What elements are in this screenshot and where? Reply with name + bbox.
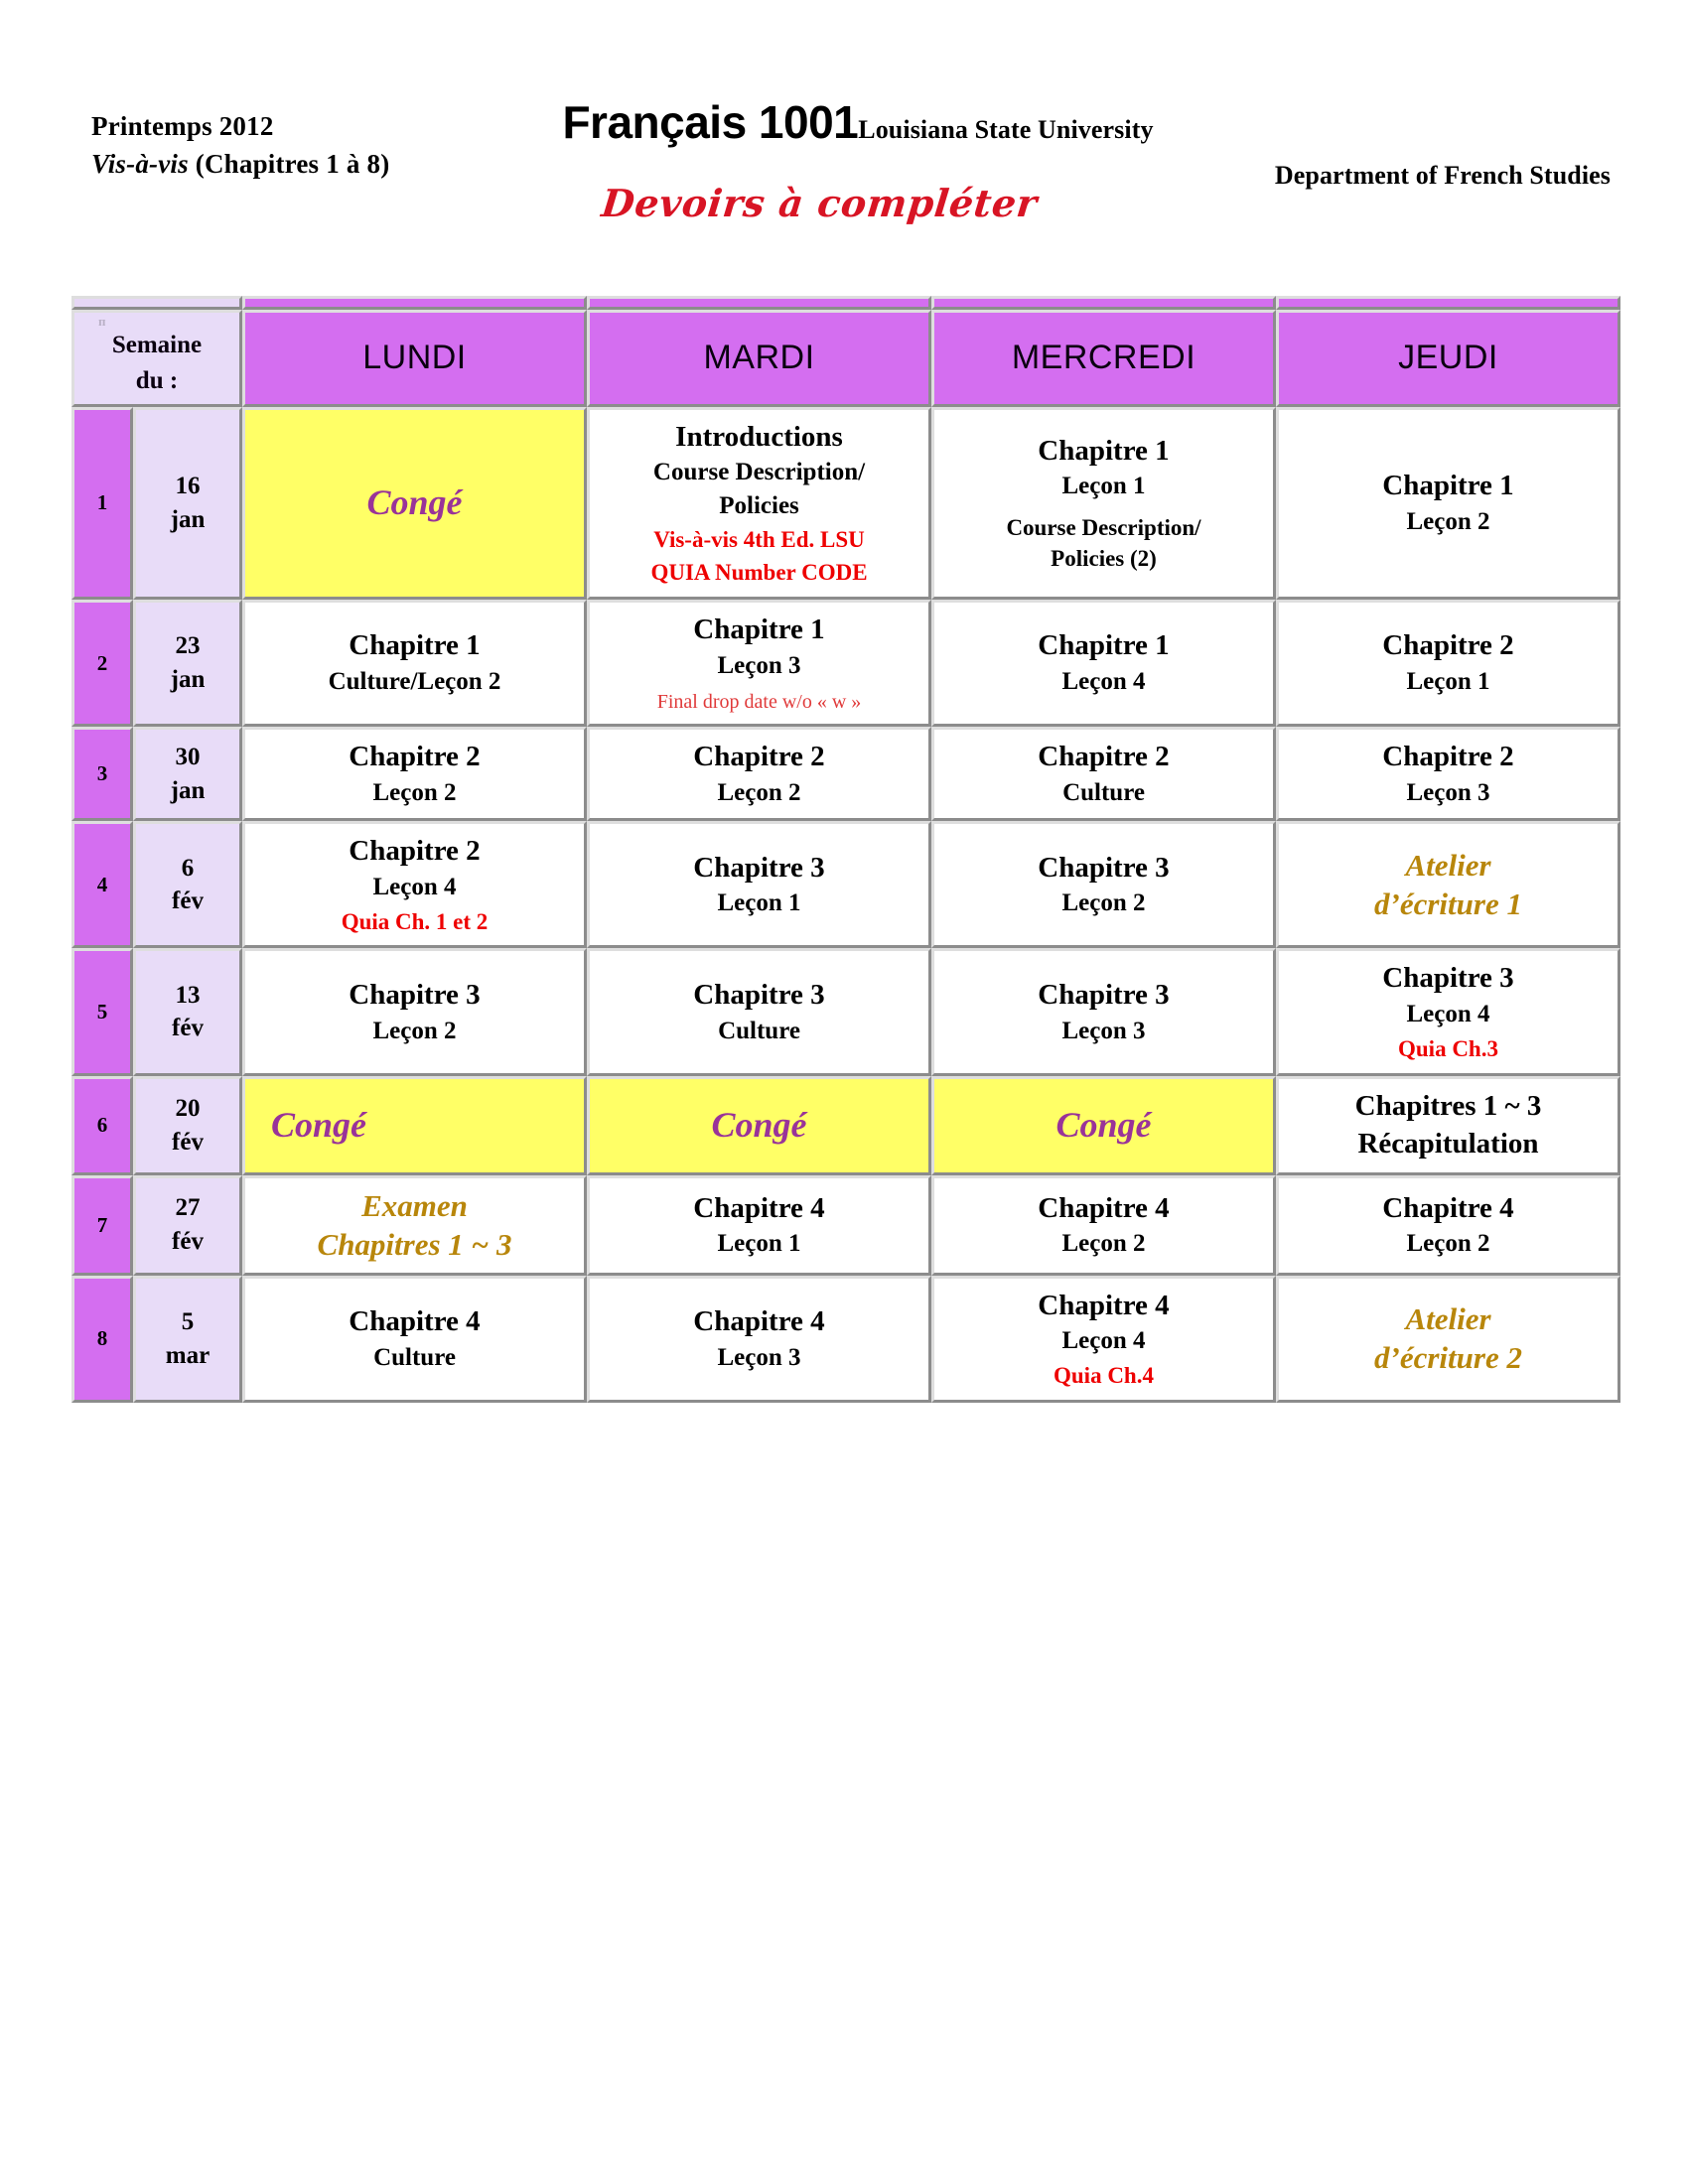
cell-text-line: Leçon 2: [372, 1017, 457, 1044]
cell-text-line: Vis-à-vis 4th Ed. LSU: [653, 527, 865, 553]
schedule-cell-mercredi: [931, 948, 1276, 1075]
week-number-cell: 1: [71, 407, 133, 600]
cell-text-line: Leçon 2: [1406, 507, 1490, 535]
cell-text-line: Chapitre 1: [693, 613, 825, 645]
cell-text-line: Leçon 2: [372, 778, 457, 806]
week-date-day: 13: [175, 981, 201, 1009]
cell-text-line: Leçon 1: [1406, 668, 1490, 696]
table-row: [71, 1076, 1620, 1175]
cell-text-line: Quia Ch.4: [1054, 1362, 1154, 1388]
week-number-cell: 2: [71, 600, 133, 727]
table-header-row: [71, 310, 1620, 407]
cell-spacer: [940, 504, 1267, 512]
cell-text-line: Chapitre 4: [1382, 1191, 1514, 1224]
cell-text-line: Culture: [718, 1017, 800, 1044]
week-date-month: jan: [170, 776, 206, 804]
cell-text-line: Leçon 3: [717, 651, 801, 679]
cell-text-line: Leçon 1: [1061, 473, 1146, 500]
cell-text-line: Culture/Leçon 2: [328, 668, 501, 696]
week-date-cell: [133, 821, 242, 948]
schedule-cell-mercredi: [931, 1175, 1276, 1276]
column-header-mercredi: MERCREDI: [931, 310, 1276, 407]
schedule-table: [71, 296, 1620, 1403]
cell-text-line: Congé: [711, 1105, 807, 1146]
week-date-cell: [133, 1175, 242, 1276]
schedule-cell-jeudi: [1276, 407, 1620, 600]
textbook-label: [91, 145, 389, 183]
cell-text-line: Quia Ch.3: [1398, 1035, 1498, 1061]
cell-text-line: Atelier: [1405, 848, 1491, 884]
cell-text-line: Culture: [373, 1343, 456, 1371]
week-date-month: fév: [172, 1015, 204, 1042]
week-date-month: jan: [170, 505, 206, 533]
schedule-cell-jeudi: [1276, 821, 1620, 948]
cell-text-line: Chapitre 3: [693, 851, 825, 884]
schedule-cell-jeudi: [1276, 727, 1620, 821]
cell-text-line: Chapitre 1: [1038, 629, 1170, 662]
cell-text-line: d’écriture 1: [1374, 886, 1522, 921]
cell-text-line: Policies (2): [1051, 545, 1157, 571]
cell-text-line: Quia Ch. 1 et 2: [341, 908, 489, 934]
schedule-cell-jeudi: [1276, 1276, 1620, 1403]
cell-text-line: Policies: [719, 491, 799, 519]
cell-text-line: Chapitres 1 ~ 3: [317, 1226, 512, 1262]
schedule-cell-mardi: [587, 1276, 931, 1403]
cell-text-line: Chapitre 3: [1382, 962, 1514, 995]
cell-text-line: Culture: [1062, 778, 1145, 806]
schedule-cell-mardi: [587, 948, 931, 1075]
week-date-day: 30: [175, 744, 201, 770]
schedule-cell-jeudi: [1276, 1076, 1620, 1175]
cell-text-line: Chapitres 1 ~ 3: [1354, 1089, 1542, 1122]
schedule-cell-jeudi: [1276, 1175, 1620, 1276]
table-row: [71, 1175, 1620, 1276]
title-row: [562, 95, 1153, 149]
week-date-day: 23: [175, 632, 201, 660]
week-date-day: 16: [175, 472, 201, 499]
cell-text-line: Chapitre 4: [1038, 1191, 1170, 1224]
table-row: [71, 600, 1620, 727]
table-row: [71, 727, 1620, 821]
schedule-table-body: [71, 296, 1620, 1403]
week-number-cell: 6: [71, 1076, 133, 1175]
table-row: [71, 948, 1620, 1075]
cell-text-line: Chapitre 4: [349, 1304, 481, 1337]
week-date-cell: [133, 600, 242, 727]
cell-text-line: Chapitre 1: [1038, 434, 1170, 467]
schedule-cell-mardi: [587, 727, 931, 821]
schedule-cell-mardi: [587, 1076, 931, 1175]
schedule-cell-mardi: [587, 821, 931, 948]
textbook-title-italic: Vis-à-vis: [91, 149, 189, 180]
column-header-semaine-line1: Semaine: [111, 332, 203, 358]
cell-text-line: Leçon 1: [717, 1230, 801, 1258]
schedule-cell-lundi: [242, 407, 587, 600]
table-row: [71, 1276, 1620, 1403]
cell-text-line: Course Description/: [652, 459, 866, 486]
cell-text-line: Chapitre 4: [693, 1304, 825, 1337]
schedule-cell-lundi: [242, 1276, 587, 1403]
cell-text-line: Leçon 4: [1406, 1001, 1490, 1028]
cell-text-line: Leçon 4: [372, 874, 457, 901]
cell-text-line: Chapitre 2: [1382, 741, 1514, 773]
cell-text-line: Chapitre 2: [693, 741, 825, 773]
cell-text-line: d’écriture 2: [1374, 1340, 1522, 1376]
cell-text-line: Atelier: [1405, 1301, 1491, 1337]
term-label: Printemps 2012: [91, 111, 274, 141]
column-header-mardi: MARDI: [587, 310, 931, 407]
schedule-cell-lundi: [242, 948, 587, 1075]
cell-text-line: Leçon 3: [717, 1343, 801, 1371]
cell-text-line: Congé: [271, 1105, 367, 1146]
week-number-cell: 3: [71, 727, 133, 821]
textbook-chapters: (Chapitres 1 à 8): [188, 149, 390, 180]
header-left-block: [91, 107, 389, 184]
document-header: [0, 0, 1688, 225]
schedule-cell-mardi: [587, 1175, 931, 1276]
week-date-cell: [133, 727, 242, 821]
cell-text-line: Leçon 2: [1406, 1230, 1490, 1258]
schedule-cell-lundi: [242, 821, 587, 948]
schedule-cell-lundi: [242, 600, 587, 727]
week-number-cell: 8: [71, 1276, 133, 1403]
subtitle-script-block: [0, 181, 1688, 225]
cell-text-line: Chapitre 2: [1038, 741, 1170, 773]
schedule-cell-mercredi: [931, 1276, 1276, 1403]
week-date-month: jan: [170, 666, 206, 694]
cell-text-line: Leçon 3: [1061, 1017, 1146, 1044]
university-name: Louisiana State University: [858, 115, 1154, 144]
schedule-cell-jeudi: [1276, 600, 1620, 727]
cell-text-line: Introductions: [675, 420, 843, 453]
week-date-month: fév: [172, 1128, 204, 1156]
schedule-cell-lundi: [242, 1076, 587, 1175]
week-number-cell: 4: [71, 821, 133, 948]
cell-text-line: Leçon 4: [1061, 1327, 1146, 1355]
department-name: Department of French Studies: [1274, 161, 1611, 190]
column-header-semaine-line2: du :: [135, 367, 179, 395]
cell-text-line: Leçon 2: [1061, 1230, 1146, 1258]
cell-text-line: Chapitre 4: [1038, 1289, 1170, 1321]
week-date-cell: [133, 407, 242, 600]
table-row: [71, 407, 1620, 600]
week-date-day: 20: [175, 1094, 201, 1122]
cell-text-line: Chapitre 4: [693, 1191, 825, 1224]
table-top-strip-row: [71, 296, 1620, 310]
cell-text-line: Examen: [361, 1187, 468, 1223]
schedule-cell-jeudi: [1276, 948, 1620, 1075]
cell-text-line: Chapitre 2: [349, 741, 481, 773]
course-title: Français 1001: [562, 96, 859, 148]
schedule-cell-lundi: [242, 1175, 587, 1276]
column-header-lundi: LUNDI: [242, 310, 587, 407]
schedule-cell-mercredi: [931, 727, 1276, 821]
header-artifact-glyph: п: [98, 317, 106, 328]
week-date-cell: [133, 1276, 242, 1403]
cell-text-line: Congé: [1055, 1105, 1152, 1146]
week-date-cell: [133, 1076, 242, 1175]
cell-text-line: Récapitulation: [1357, 1128, 1539, 1160]
week-date-day: 27: [175, 1194, 201, 1222]
schedule-cell-mercredi: [931, 821, 1276, 948]
cell-text-line: Course Description/: [1006, 514, 1201, 540]
schedule-cell-mercredi: [931, 600, 1276, 727]
week-date-cell: [133, 948, 242, 1075]
top-strip-week-cell: [71, 296, 242, 310]
schedule-cell-mercredi: [931, 407, 1276, 600]
week-date-month: mar: [165, 1341, 211, 1369]
cell-text-line: Chapitre 2: [1382, 629, 1514, 662]
cell-text-line: Congé: [366, 482, 463, 523]
schedule-table-wrap: [71, 296, 1620, 1403]
column-header-jeudi: JEUDI: [1276, 310, 1620, 407]
schedule-cell-lundi: [242, 727, 587, 821]
cell-text-line: Chapitre 3: [349, 978, 481, 1011]
cell-text-line: QUIA Number CODE: [650, 560, 868, 586]
cell-text-line: Chapitre 1: [349, 629, 481, 662]
cell-text-line: Chapitre 2: [349, 835, 481, 868]
week-date-month: fév: [172, 1228, 204, 1256]
cell-text-line: Chapitre 3: [1038, 978, 1170, 1011]
cell-text-line: Chapitre 3: [1038, 851, 1170, 884]
cell-text-line: Chapitre 1: [1382, 470, 1514, 502]
week-date-month: fév: [172, 887, 204, 915]
top-strip-day-cell-mercredi: [931, 296, 1276, 310]
schedule-cell-mardi: [587, 600, 931, 727]
cell-text-line: Chapitre 3: [693, 978, 825, 1011]
cell-text-line: Leçon 1: [717, 889, 801, 917]
subtitle-script: Devoirs à compléter: [599, 181, 1040, 225]
week-date-day: 5: [181, 1307, 195, 1335]
cell-text-line: Leçon 2: [717, 778, 801, 806]
table-row: [71, 821, 1620, 948]
schedule-cell-mercredi: [931, 1076, 1276, 1175]
cell-text-line: Leçon 3: [1406, 778, 1490, 806]
top-strip-day-cell-lundi: [242, 296, 587, 310]
week-number-cell: 5: [71, 948, 133, 1075]
week-date-day: 6: [181, 854, 195, 882]
column-header-semaine: [71, 310, 242, 407]
week-number-cell: 7: [71, 1175, 133, 1276]
cell-text-line: Final drop date w/o « w »: [656, 691, 862, 714]
top-strip-day-cell-mardi: [587, 296, 931, 310]
top-strip-day-cell-jeudi: [1276, 296, 1620, 310]
schedule-cell-mardi: [587, 407, 931, 600]
cell-text-line: Leçon 2: [1061, 889, 1146, 917]
cell-text-line: Leçon 4: [1061, 668, 1146, 696]
